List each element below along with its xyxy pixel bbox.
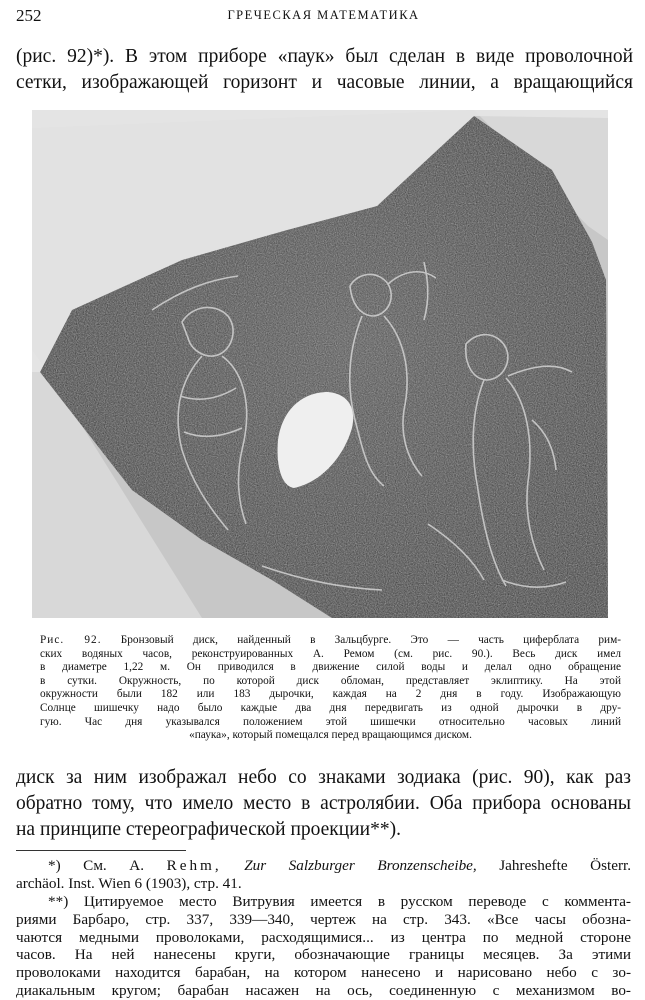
caption-line: Солнце шишечку надо было каждые два дня передвигать из одной дырочки в дру- [40, 701, 621, 714]
text-line: обратно тому, что имело место в астролябии. Оба прибора основаны [16, 793, 631, 814]
bronze-disc-photo [32, 110, 608, 618]
footnote-line: **) Цитируемое место Витрувия имеется в русском переводе с коммента- [48, 893, 631, 910]
caption-line: окружности были 182 или 183 дырочки, каждая на 2 дня в году. Изображающую [40, 688, 621, 701]
footnote-divider [16, 850, 186, 851]
footnote-1 [16, 857, 631, 893]
running-title: ГРЕЧЕСКАЯ МАТЕМАТИКА [227, 8, 420, 22]
figure-92-photo [32, 110, 608, 618]
caption-label: Рис. 92. [40, 634, 102, 646]
footnote-line: диакальным кругом; барабан насажен на ось, соединенную с механизмом во- [16, 981, 631, 999]
footnote-2 [16, 893, 631, 1000]
caption-line: в сутки. Окружность, по которой диск обломан, представляет эклиптику. На этой [40, 674, 621, 687]
footnote-line: чаются медными проволоками, расходящимися... из центра по медной стороне [16, 928, 631, 946]
body-paragraph [16, 765, 631, 843]
text-line: на принципе стереографической проекции**). [16, 819, 401, 840]
caption-text: Бронзовый диск, найденный в Зальцбурге. Это — часть циферблата рим- [120, 634, 621, 646]
caption-line: в диаметре 1,22 м. Он приводился в движение силой воды и делал одно обращение [40, 661, 621, 674]
figure-caption [40, 634, 621, 743]
footnote-line: проволоками находится барабан, на котором нанесено и нарисовано небо с зо- [16, 964, 631, 982]
caption-line: «паука», который помещался перед вращающимся диском. [189, 729, 472, 742]
body-paragraph-top [16, 44, 633, 96]
footnote-author: Rehm, [166, 857, 222, 874]
footnote-line [16, 857, 631, 875]
footnote-line: риями Барбаро, стр. 337, 339—340, чертеж на стр. 343. «Все часы обозна- [16, 910, 631, 928]
page-header [16, 6, 631, 28]
text-line: (рис. 92)*). В этом приборе «паук» был сделан в виде проволочной [16, 46, 633, 67]
footnote-marker: *) См. А. [48, 857, 145, 874]
footnote-title: Zur Salzburger Bronzenscheibe, [244, 857, 477, 874]
page-number: 252 [16, 6, 42, 25]
caption-line [40, 634, 621, 648]
footnote-journal: Jahreshefte Österr. [499, 857, 632, 874]
caption-line: ских водяных часов, реконструированных А. Ремом (см. рис. 90.). Весь диск имел [40, 647, 621, 660]
caption-line: гую. Час дня указывался положением этой шишечки относительно часовых линий [40, 715, 621, 728]
text-line: сетки, изображающей горизонт и часовые линии, а вращающийся [16, 72, 633, 93]
footnote-line: часов. На ней нанесены круги, обозначающие границы месяцев. За этими [16, 946, 631, 964]
text-line: диск за ним изображал небо со знаками зодиака (рис. 90), как раз [16, 767, 631, 788]
footnote-line: archäol. Inst. Wien 6 (1903), стр. 41. [16, 874, 242, 892]
